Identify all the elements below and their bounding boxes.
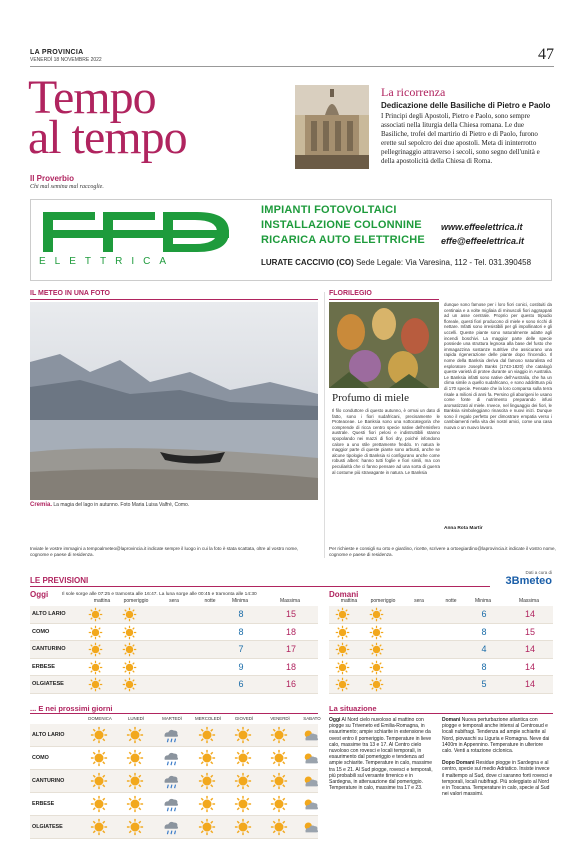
florilegio-column-2: dunque sono famose per i loro fiori conici, costituiti da centinaia e a volte migliaia di minuscoli fiori aggrappati ad un asse centrale. Proprio per questo tripudio floreale, questi fiori producono di miele e sono ricchi di nettare. Infatti sono irresistibili per gli impollinatori e gli uccelli. Queste piante sono naturalmente adatte agli incendi boschivi. La maggior parte delle specie possiede una struttura legnosa alla base del fusto che immagazzina sostanze nutritive che assicurano una rapida rigenerazione delle piante dopo l'incendio. Il nome della Banksia deriva dal famoso naturalista ed esploratore Joseph Banks (1743-1820) che catalogò queste varietà di protee durante un viaggio in Australia. Le Banksia infatti sono native dell'Australia, che ha un clima simile a quello sudafricano, e sono addirittura più di 170 specie. Pensate che la loro comparsa sulla terra risale a milioni di anni fa. Persino gli aborigeni le usano come fonte di nutrimento preparando infusi aromatizzati al miele. Invece, nel linguaggio dei fiori, le Banksia simboleggiano rinascita e nuovi inizi. Dunque sono il regalo perfetto per dimostrare empatia verso i cambiamenti nella vita dei nostri amici, come una casa nuova o un nuovo lavoro. [444,302,552,431]
situazione-oggi [329,717,437,791]
rain-icon [162,726,180,744]
sun-icon [122,660,137,675]
column-header: pomeriggio [123,598,149,604]
min-temperature: 7 [238,644,244,654]
situazione-dopo-label: Dopo Domani [442,760,475,767]
moon-icon [437,607,452,622]
sun-icon [198,726,216,744]
max-temperature: 14 [524,644,535,654]
column-divider [324,292,325,558]
cloud-icon [302,772,320,790]
sun-icon [90,749,108,767]
situazione-domani [442,717,553,797]
day-header: SABATO [303,716,321,721]
sun-icon [90,795,108,813]
banksia-flowers-icon [329,302,439,388]
ad-line2: INSTALLAZIONE COLONNINE [261,219,422,231]
sun-icon [369,677,384,692]
sun-icon [198,795,216,813]
city-name: CANTURINO [32,646,66,652]
top-rule [30,66,554,67]
city-name: ALTO LARIO [32,732,65,738]
min-temperature: 8 [481,661,487,672]
florilegio-column-1: Il filo conduttore di questo autunno, è ormai un dato di fatto, sono i fiori sudafricani, precisamente le Proteaceae. Le Banksia sono una sottocategoria che comprende di ricca centro specie native dell'emisfero australe. Questi fiori pelosi e indistruttibili stanno spopolando nei mazzi di fiori dry, poiché infondono calore a uno stile prettamente freddo. In natura le maggior parte di queste piante sono arbusti, anche se alcune tipologie di Banksia si configurano anche come robusti alberi: hanno tutti foglie e fiori simili, ma con peculiarità che ci fanno pensare ad una sorta di guerra al costume più stravagante in natura. Le Banksia [332,408,440,475]
oggi-label: Oggi [30,590,49,599]
advertisement[interactable] [30,199,552,281]
sun-icon [335,642,350,657]
min-temperature: 8 [238,626,244,637]
sun-icon [198,749,216,767]
prossimi-section-title: ... E nei prossimi giorni [30,704,113,713]
meteo-foto-section-title: IL METEO IN UNA FOTO [30,290,110,297]
sun-icon [88,642,103,657]
sun-icon [369,660,384,675]
sun-icon [234,772,252,790]
min-temperature: 4 [481,644,487,654]
sun-icon [90,772,108,790]
situazione-oggi-text: Al Nord cielo nuvoloso al mattino con piogge su Triveneto ed Emilia-Romagna, in esaurimento; ampie schiarite in estensione da ovest entro il pomeriggio. Temperature in lieve calo, massime tra 13 e 17. Al Centro cielo nuvoloso con rovesci e locali temporali, in esaurimento dal pomeriggio e tendenza ad ampie schiarite. Temperature in calo, massime tra 15 e 21. Al Sud piogge, rovesci e temporali, più probabili sul versante tirrenico e in Sardegna, in attenuazione dal pomeriggio. Temperature in calo, massime tra 17 e 23. [329,717,433,792]
sun-icon [126,818,144,836]
city-name: ERBESE [32,801,55,807]
ad-address-city: LURATE CACCIVIO (CO) [261,258,354,267]
moon-icon [160,642,175,657]
meteo-credit: Dati a cura di [525,570,552,575]
day-header: LUNEDÌ [127,716,145,721]
ad-address [261,258,531,267]
prossimi-rule [30,713,318,714]
sun-icon [198,818,216,836]
column-header: Minima [474,598,492,604]
photo-caption [30,502,318,508]
florilegio-note: Per richieste e consigli su orto e giardino, ricette, scrivere a ortoegiardino@laprovincia.it indicate il vostro nome, cognome e paese di residenza. [329,546,556,557]
ad-line3: RICARICA AUTO ELETTRICHE [261,234,425,246]
sun-icon [335,625,350,640]
max-temperature: 14 [524,609,535,619]
rain-icon [162,795,180,813]
moon-icon [196,642,211,657]
sun-icon [88,625,103,640]
proverbio-title: Il Proverbio [30,174,75,183]
sun-icon [122,625,137,640]
min-temperature: 8 [481,626,487,637]
sun-icon [335,677,350,692]
sun-icon [270,772,288,790]
moon-icon [405,677,420,692]
day-header: DOMENICA [88,716,112,721]
sun-icon [126,772,144,790]
city-name: OLGIATESE [32,824,63,830]
ricorrenza-body: I Principi degli Apostoli, Pietro e Paolo, sono sempre associati nella liturgia della Chiesa romana. Le due Basiliche, trofei del martirio di Pietro e di Paolo, furono erette sul sepolcro dei due apostoli. Meta di ininterrotto pellegrinaggio attraverso i secoli, sono segno dell'unità e della apostolicità della Chiesa di Roma. [381,112,540,165]
photo-caption-text: La magia del lago in autunno. Foto Maria Luisa Valfré, Como. [53,502,190,508]
ad-brand-word: ELETTRICA [39,256,176,267]
sun-icon [88,660,103,675]
sun-icon [122,607,137,622]
sun-icon [270,726,288,744]
min-temperature: 6 [481,609,487,619]
moon-icon [196,607,211,622]
max-temperature: 14 [524,679,535,689]
basilica-painting-icon [295,85,369,169]
meteo-foto-rule [30,299,318,300]
lake-photo-icon [30,302,318,500]
sun-icon [234,749,252,767]
sun-icon [126,726,144,744]
min-temperature: 6 [238,679,244,689]
day-header: MARTEDÌ [162,716,182,721]
domani-forecast-table [329,598,553,690]
moon-icon [196,677,211,692]
proverbio-text: Chi mal semina mal raccoglie. [30,184,104,190]
previsioni-rule [30,586,490,587]
max-temperature: 16 [285,679,296,689]
domani-label: Domani [329,590,359,599]
sun-icon [126,795,144,813]
moon-icon [160,607,175,622]
page-number: 47 [538,46,554,63]
florilegio-rule [329,299,439,300]
sun-icon [270,749,288,767]
3bmeteo-logo [494,570,552,592]
ad-line1: IMPIANTI FOTOVOLTAICI [261,204,397,216]
moon-icon [437,677,452,692]
moon-icon [437,642,452,657]
moon-icon [160,677,175,692]
column-header: mattina [93,598,111,604]
sun-icon [369,625,384,640]
rain-icon [162,818,180,836]
cloud-icon [302,795,320,813]
meteo-foto-note: Inviate le vostre immagini a tempoalmeteo@laprovincia.it indicate sempre il luogo in cui la foto è stata scattata, oltre al vostro nome, cognome e paese di residenza. [30,546,299,557]
situazione-oggi-label: Oggi [329,717,341,723]
sun-icon [270,795,288,813]
day-header: MERCOLEDÌ [194,716,222,721]
column-header: Minima [231,598,249,604]
sun-icon [270,818,288,836]
city-name: ALTO LARIO [32,611,66,617]
sun-icon [90,818,108,836]
situazione-rule [329,713,553,714]
sun-icon [234,818,252,836]
situazione-dopo-text: Residue piogge in Sardegna e al centro, specie sul medio Adriatico. Insiste invece il maltempo al Sud, dove ci saranno forti rovesci e temporali, locali nubifragi. Più soleggiato al Nord e in Toscana. Temperature in calo, specie al Sud nei valori massimi. [442,760,553,798]
city-name: COMO [32,755,49,761]
column-header: notte [445,598,457,604]
day-header: VENERDÌ [270,716,290,721]
ricorrenza-headline: Dedicazione delle Basiliche di Pietro e Paolo [381,101,551,110]
rain-icon [162,772,180,790]
ad-address-detail: Sede Legale: Via Varesina, 112 - Tel. 031.390458 [355,258,532,267]
moon-icon [160,660,175,675]
page-title-line1: Tempo [28,71,156,124]
min-temperature: 9 [238,661,244,672]
moon-icon [196,625,211,640]
min-temperature: 8 [238,609,244,619]
max-temperature: 18 [285,626,296,637]
column-header: pomeriggio [370,598,396,604]
page-title-line2: al tempo [28,111,187,164]
city-name: ERBESE [32,663,56,670]
situazione-dopo [442,760,553,797]
meteo-brand: 3Bmeteo [505,575,552,587]
cloud-icon [302,818,320,836]
max-temperature: 15 [285,609,296,619]
column-header: mattina [340,598,358,604]
florilegio-signature: Anna Rota Martir [444,526,483,531]
moon-icon [196,660,211,675]
ricorrenza-title: La ricorrenza [381,85,446,99]
moon-icon [405,607,420,622]
city-name: OLGIATESE [32,681,64,687]
photo-caption-place: Cremia. [30,502,53,508]
situazione-domani-text: Nuova perturbazione atlantica con piogge e temporali anche intensi al Centrosud e locali nubifragi. Tendenza ad ampie schiarite al Nord, piovaschi su Liguria e Romagna. Neve dai 1400m in Appennino. Temperature in ulteriore calo. Venti a rotazione ciclonica. [442,717,550,755]
ad-email-link[interactable]: effe@effeelettrica.it [441,236,524,246]
max-temperature: 18 [285,661,296,672]
sun-icon [122,677,137,692]
sun-icon [122,642,137,657]
florilegio-title: Profumo di miele [332,392,409,404]
rain-icon [162,749,180,767]
sun-icon [335,660,350,675]
column-header: notte [204,598,216,604]
situazione-domani-label: Domani [442,717,461,723]
sun-icon [234,795,252,813]
max-temperature: 14 [524,661,535,672]
sun-icon [88,607,103,622]
column-header: sera [169,598,179,604]
florilegio-section-title: FLORILEGIO [329,290,372,297]
moon-icon [405,625,420,640]
oggi-forecast-table [30,598,318,690]
sun-icon [234,726,252,744]
cloud-icon [302,749,320,767]
moon-icon [437,660,452,675]
previsioni-section-title: LE PREVISIONI [30,576,89,585]
city-name: COMO [32,628,50,635]
moon-icon [405,660,420,675]
page-title [28,71,187,164]
sun-icon [198,772,216,790]
sun-icon [88,677,103,692]
column-header: Massima [279,598,300,604]
moon-icon [437,625,452,640]
sun-icon [369,607,384,622]
situazione-section-title: La situazione [329,704,377,713]
city-name: CANTURINO [32,778,65,784]
moon-icon [405,642,420,657]
sun-icon [90,726,108,744]
ad-website-link[interactable]: www.effeelettrica.it [441,222,523,232]
day-header: GIOVEDÌ [234,716,254,721]
moon-icon [160,625,175,640]
sun-icon [126,749,144,767]
issue-date: VENERDÌ 18 NOVEMBRE 2022 [30,57,102,63]
cloud-icon [302,726,320,744]
sun-icon [369,642,384,657]
max-temperature: 17 [285,644,296,654]
sun-moon-times: Il sole sorge alle 07:25 e tramonta alle 16:47. La luna sorge alle 00:45 e tramonta alle 14:30 [62,592,257,597]
publication-name: LA PROVINCIA [30,49,84,56]
column-header: sera [414,598,424,604]
sun-icon [335,607,350,622]
max-temperature: 15 [524,626,535,637]
min-temperature: 5 [481,679,487,689]
prossimi-forecast-table [30,716,321,842]
column-header: Massima [518,598,539,604]
